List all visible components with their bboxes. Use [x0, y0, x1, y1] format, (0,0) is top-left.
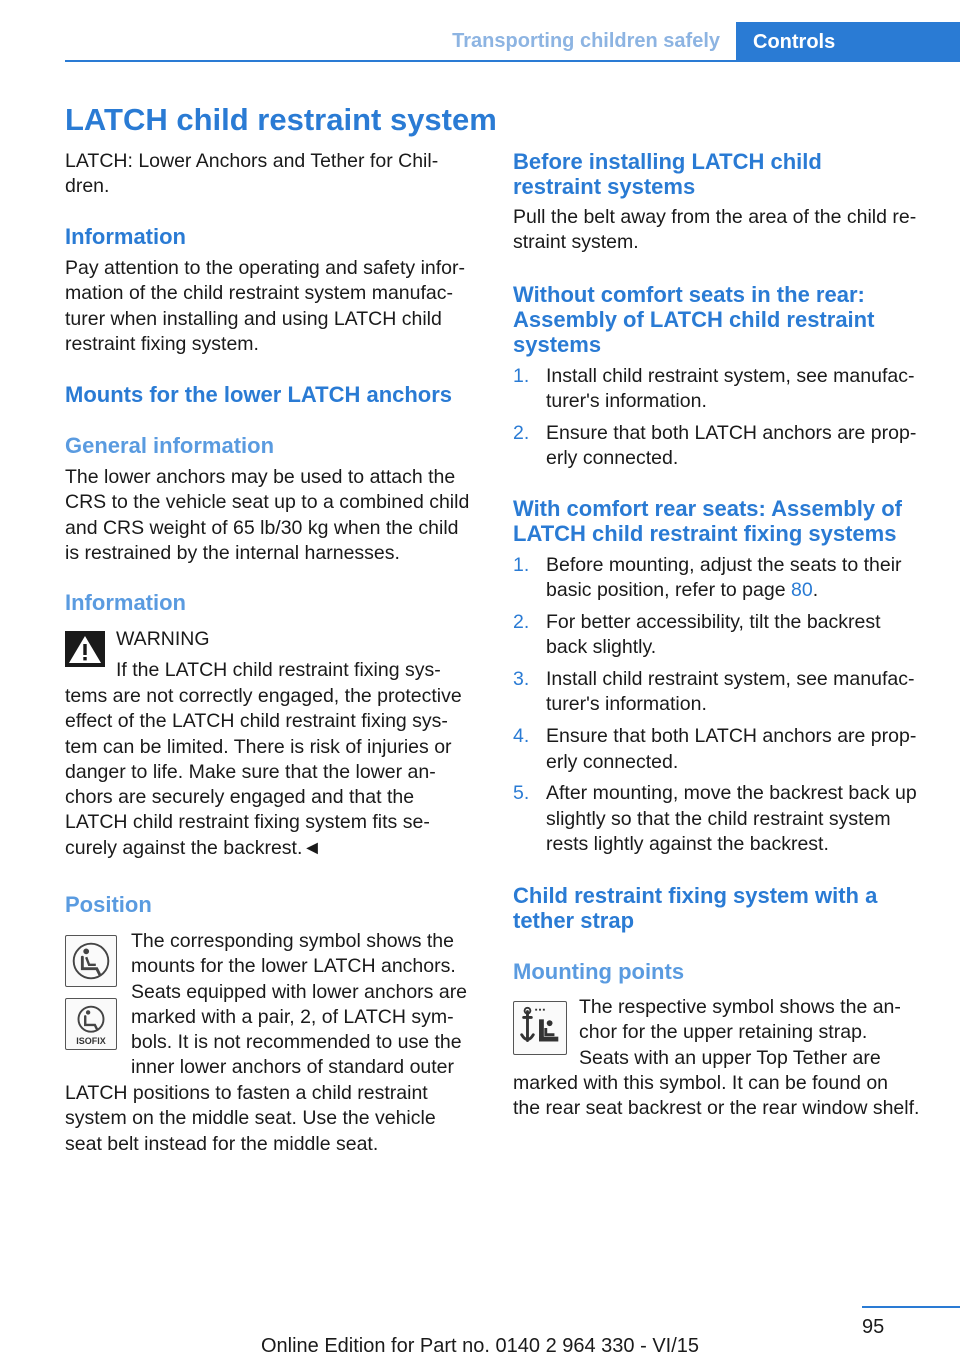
with-comfort-seats-heading: With comfort rear seats: Assembly of LATCH child restraint fixing systems — [513, 496, 902, 546]
footer-rule — [862, 1306, 960, 1308]
before-installing-heading: Before installing LATCH child restraint systems — [513, 149, 822, 199]
information-heading-2: Information — [65, 590, 186, 615]
list-item — [513, 781, 933, 857]
isofix-label: ISOFIX — [76, 1036, 106, 1046]
warning-icon — [65, 631, 105, 667]
position-heading: Position — [65, 892, 152, 917]
warning-label: WARNING — [116, 628, 210, 650]
list-item — [513, 553, 933, 604]
tether-strap-heading: Child restraint fixing system with a tether strap — [513, 883, 878, 933]
intro-text: LATCH: Lower Anchors and Tether for Chil- dren. — [65, 150, 439, 198]
general-information-heading: General information — [65, 433, 275, 458]
page-reference-link[interactable]: 80 — [790, 579, 813, 602]
list-item — [513, 364, 933, 415]
list-item — [513, 724, 933, 775]
step-text: Ensure that both LATCH anchors are prop- erly connected. — [546, 725, 917, 773]
list-item — [513, 421, 933, 472]
list-item — [513, 610, 933, 661]
step-text: Install child restraint system, see manufac- turer's information. — [546, 365, 915, 413]
step-text: For better accessibility, tilt the backrest back slightly. — [546, 611, 881, 659]
step-number: 2. — [513, 422, 530, 445]
information-text: Pay attention to the operating and safety infor- mation of the child restraint system manufac- turer when installing and using LATCH child restraint fixing system. — [65, 257, 466, 355]
isofix-symbol — [65, 998, 117, 1050]
header-chapter-tab[interactable]: Controls — [736, 22, 960, 62]
position-text: LATCH positions to fasten a child restraint system on the middle seat. Use the vehicle seat belt instead for the middle seat. — [65, 1082, 436, 1155]
step-text: After mounting, move the backrest back up slightly so that the child restraint system rests lightly against the backrest. — [546, 782, 917, 855]
mounting-text: marked with this symbol. It can be found on the rear seat backrest or the rear window shelf. — [513, 1072, 920, 1120]
without-comfort-steps — [513, 364, 933, 472]
step-number: 4. — [513, 725, 530, 748]
general-information-text: The lower anchors may be used to attach the CRS to the vehicle seat up to a combined child and CRS weight of 65 lb/30 kg when the child is restrained by the internal harnesses. — [65, 466, 470, 564]
latch-child-seat-icon — [65, 935, 117, 987]
top-tether-icon — [513, 1001, 567, 1055]
footer-edition: Online Edition for Part no. 0140 2 964 330 - VI/15 — [260, 1335, 700, 1357]
mounts-heading: Mounts for the lower LATCH anchors — [65, 382, 453, 407]
step-number: 2. — [513, 611, 530, 634]
information-heading: Information — [65, 224, 186, 249]
position-indented-text: The corresponding symbol shows the mounts for the lower LATCH anchors. Seats equipped with lower anchors are marked with a pair, 2, of LATCH sym- bols. It is not recommended to use the inner lower anchors of standard outer — [131, 930, 468, 1079]
warning-first-line: If the LATCH child restraint fixing sys- — [116, 659, 441, 682]
warning-text: tems are not correctly engaged, the protective effect of the LATCH child restraint fixing sys- tem can be limited. There is risk of injuries or danger to life. Make sure that the lower an- chors are securely engaged and that the LATCH child restraint fixing system fits se- curely against the backrest.◄ — [65, 685, 462, 859]
with-comfort-steps — [513, 553, 933, 857]
mounting-points-heading: Mounting points — [513, 959, 685, 984]
step-text-end: . — [812, 579, 819, 602]
header-section-title: Transporting children safely — [452, 30, 720, 52]
step-number: 3. — [513, 668, 530, 691]
page-number: 95 — [862, 1316, 885, 1338]
step-text: Before mounting, adjust the seats to their basic position, refer to page — [546, 554, 902, 602]
page-title: LATCH child restraint system — [65, 102, 497, 137]
before-installing-text: Pull the belt away from the area of the child re- straint system. — [513, 206, 917, 254]
list-item — [513, 667, 933, 718]
step-number: 5. — [513, 782, 530, 805]
mounting-indented-text: The respective symbol shows the an- chor for the upper retaining strap. Seats with an upper Top Tether are — [579, 996, 901, 1069]
without-comfort-seats-heading: Without comfort seats in the rear: Assembly of LATCH child restraint systems — [513, 282, 875, 357]
step-text: Ensure that both LATCH anchors are prop- erly connected. — [546, 422, 917, 470]
step-number: 1. — [513, 365, 530, 387]
step-text: Install child restraint system, see manufac- turer's information. — [546, 668, 915, 716]
step-number: 1. — [513, 554, 530, 576]
